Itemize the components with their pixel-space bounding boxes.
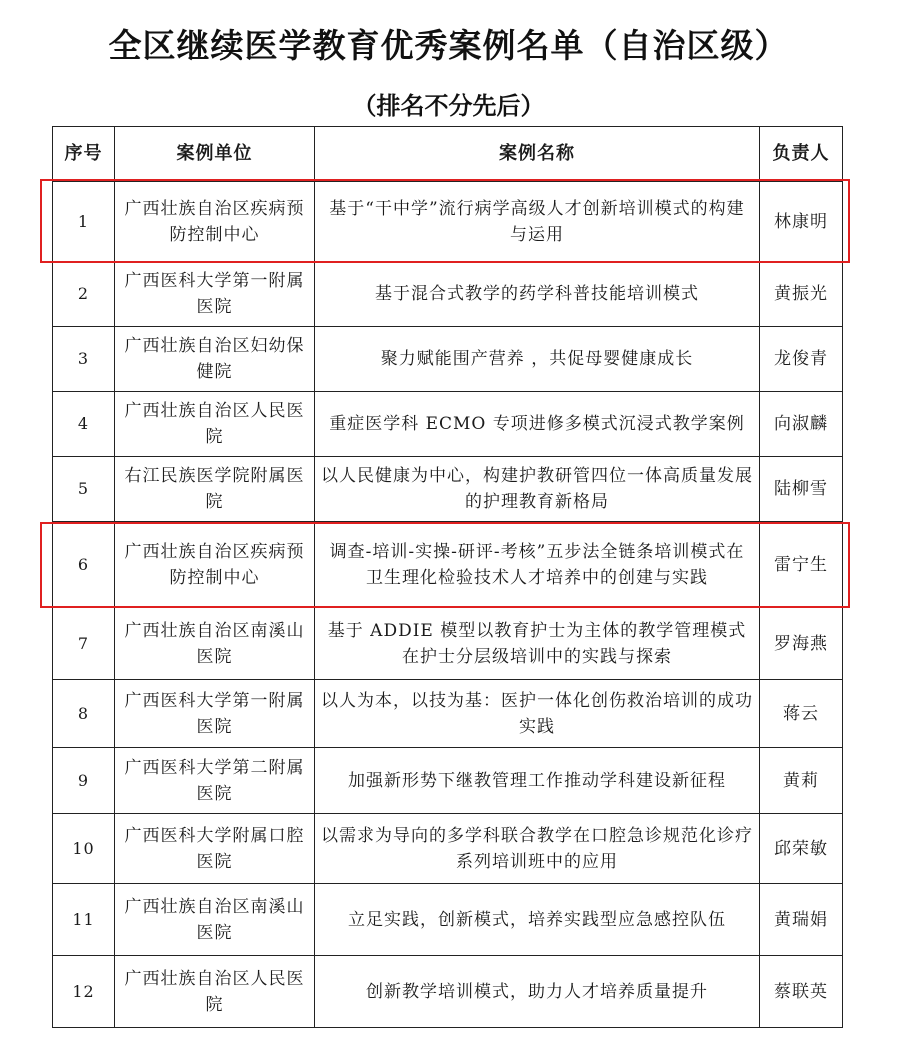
cell-number: 4	[53, 392, 115, 457]
cell-case-name: 以需求为导向的多学科联合教学在口腔急诊规范化诊疗系列培训班中的应用	[315, 814, 760, 884]
cell-unit: 广西医科大学第二附属医院	[115, 748, 315, 814]
cell-case-name: 基于 ADDIE 模型以教育护士为主体的教学管理模式在护士分层级培训中的实践与探索	[315, 608, 760, 680]
column-header-leader: 负责人	[760, 127, 843, 182]
cell-leader: 林康明	[760, 182, 843, 262]
cell-number: 2	[53, 262, 115, 327]
table-row	[53, 262, 843, 327]
table-row	[53, 327, 843, 392]
cell-leader: 蔡联英	[760, 956, 843, 1028]
table-row	[53, 457, 843, 522]
cell-unit: 广西壮族自治区疾病预防控制中心	[115, 522, 315, 608]
cell-unit: 广西壮族自治区南溪山医院	[115, 608, 315, 680]
cell-leader: 蒋云	[760, 680, 843, 748]
cell-number: 5	[53, 457, 115, 522]
cell-case-name: 聚力赋能围产营养 ，共促母婴健康成长	[315, 327, 760, 392]
cell-number: 10	[53, 814, 115, 884]
cell-case-name: 立足实践，创新模式，培养实践型应急感控队伍	[315, 884, 760, 956]
cell-number: 6	[53, 522, 115, 608]
cell-case-name: 以人民健康为中心，构建护教研管四位一体高质量发展的护理教育新格局	[315, 457, 760, 522]
column-header-number: 序号	[53, 127, 115, 182]
cell-leader: 龙俊青	[760, 327, 843, 392]
table-header-row	[53, 127, 843, 182]
table-row	[53, 884, 843, 956]
cell-case-name: 基于“干中学”流行病学高级人才创新培训模式的构建与运用	[315, 182, 760, 262]
cell-number: 12	[53, 956, 115, 1028]
cell-number: 3	[53, 327, 115, 392]
cell-case-name: 以人为本，以技为基：医护一体化创伤救治培训的成功实践	[315, 680, 760, 748]
table-row	[53, 182, 843, 262]
cell-unit: 广西壮族自治区疾病预防控制中心	[115, 182, 315, 262]
page-title: 全区继续医学教育优秀案例名单（自治区级）	[108, 26, 789, 65]
cell-unit: 广西壮族自治区人民医院	[115, 956, 315, 1028]
table-row	[53, 680, 843, 748]
table-row	[53, 392, 843, 457]
cell-leader: 罗海燕	[760, 608, 843, 680]
page-subtitle: （排名不分先后）	[352, 92, 545, 120]
table-row	[53, 608, 843, 680]
table-row	[53, 814, 843, 884]
cell-case-name: 加强新形势下继教管理工作推动学科建设新征程	[315, 748, 760, 814]
table-row	[53, 748, 843, 814]
cell-unit: 广西医科大学第一附属医院	[115, 262, 315, 327]
cell-leader: 黄振光	[760, 262, 843, 327]
cell-leader: 雷宁生	[760, 522, 843, 608]
cell-case-name: 调查-培训-实操-研评-考核”五步法全链条培训模式在卫生理化检验技术人才培养中的创建与实践	[315, 522, 760, 608]
column-header-unit: 案例单位	[115, 127, 315, 182]
cell-unit: 广西壮族自治区人民医院	[115, 392, 315, 457]
table-row	[53, 522, 843, 608]
cell-number: 9	[53, 748, 115, 814]
cell-leader: 向淑麟	[760, 392, 843, 457]
cell-unit: 广西壮族自治区南溪山医院	[115, 884, 315, 956]
case-list-table	[52, 126, 843, 1028]
cell-number: 8	[53, 680, 115, 748]
cell-case-name: 基于混合式教学的药学科普技能培训模式	[315, 262, 760, 327]
cell-unit: 广西医科大学第一附属医院	[115, 680, 315, 748]
cell-case-name: 重症医学科 ECMO 专项进修多模式沉浸式教学案例	[315, 392, 760, 457]
cell-leader: 陆柳雪	[760, 457, 843, 522]
cell-leader: 黄莉	[760, 748, 843, 814]
cell-number: 7	[53, 608, 115, 680]
cell-unit: 广西医科大学附属口腔医院	[115, 814, 315, 884]
cell-unit: 右江民族医学院附属医院	[115, 457, 315, 522]
cell-leader: 邱荣敏	[760, 814, 843, 884]
cell-number: 1	[53, 182, 115, 262]
column-header-case-name: 案例名称	[315, 127, 760, 182]
cell-leader: 黄瑞娟	[760, 884, 843, 956]
cell-number: 11	[53, 884, 115, 956]
cell-unit: 广西壮族自治区妇幼保健院	[115, 327, 315, 392]
table-row	[53, 956, 843, 1028]
cell-case-name: 创新教学培训模式，助力人才培养质量提升	[315, 956, 760, 1028]
